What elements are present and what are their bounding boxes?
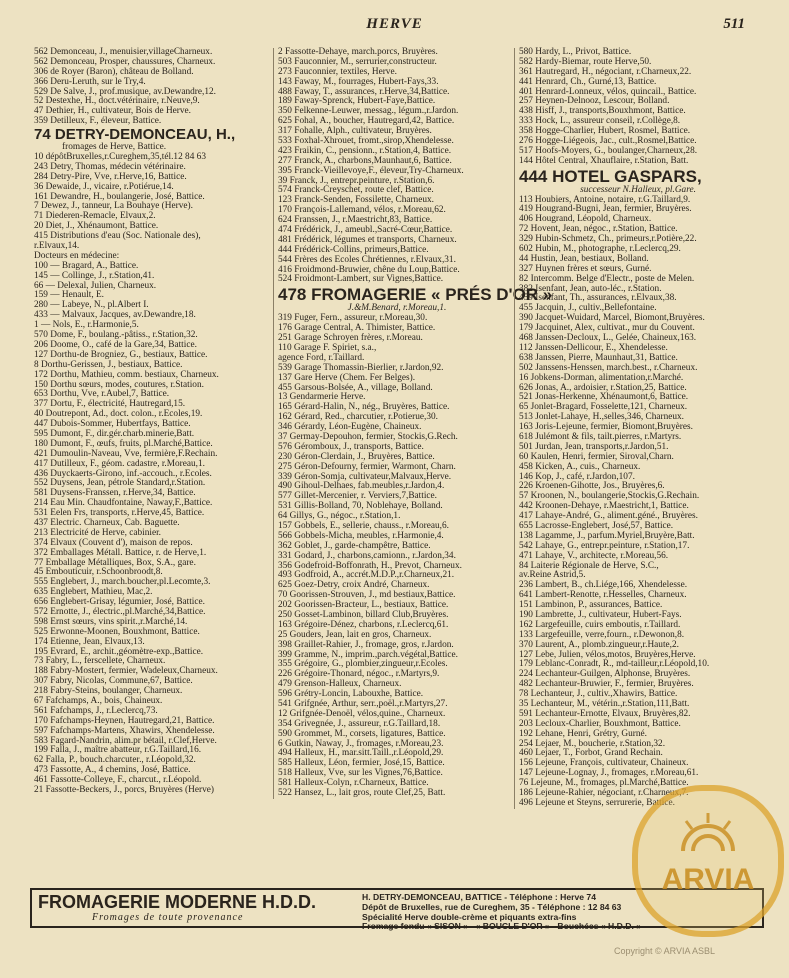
directory-entry: 52 Destexhe, H., doct.vétérinaire, r.Neuve,9. [34,96,200,107]
directory-entry: 490 Gihoul-Delhaes, fab.meubles,r.Jardon,4. [278,481,445,492]
directory-entry: 377 Dortu, F., électricité, Hautregard,15. [34,399,186,410]
directory-entry: 582 Hardy-Biemar, route Herve,50. [519,56,652,67]
directory-entry: 73 Fabry, L., ferscellete, Charneux. [34,656,166,667]
directory-entry: 172 Dorthu, Mathieu, comm. bestiaux, Charneux. [34,369,219,380]
directory-entry: 214 Eau Min. Chaudfontaine, Naway,F.,Battice. [34,498,213,509]
directory-entry: 653 Dorthu, Vve, r.Aubel,7, Battice. [34,389,170,400]
directory-entry: 40 Doutrepont, Ad., doct. colon., r.Ecoles,19. [34,409,203,420]
directory-entry: 574 Franck-Creyschet, route clef, Battice. [278,185,434,196]
directory-entry: 250 Gosset-Lambinon, billard Club,Bruyères. [278,609,449,620]
directory-entry: 329 Hubin-Schmetz, Ch., primeurs,r.Potière,22. [519,234,697,245]
directory-entry: 585 Halleux, Léon, fermier, José,15, Battice. [278,758,445,769]
directory-entry: 590 Grommet, M., corsets, ligatures, Battice. [278,728,446,739]
directory-entry: 359 Detilleux, F., éleveur, Battice. [34,116,162,127]
directory-entry: 162 Gérard, Red., charcutier, r.Potierue,30. [278,412,438,423]
directory-entry: 541 Grifgnée, Arthur, serr.,poël.,r.Martyrs,27. [278,699,448,709]
directory-entry: 192 Lehane, Henri, Grétry, Gurné. [519,728,647,739]
directory-entry: 438 Hisff, J., transports,Bouxhmont, Battice. [519,106,686,117]
directory-entry: 137 Gare Herve (Chem. Fer Belges). [278,372,416,383]
directory-entry: 372 Emballages Métall. Battice, r. de Herve,1. [34,547,207,558]
directory-entry: Docteurs en médecine: [34,250,120,261]
directory-entry: 471 Lahaye, V., architecte, r.Moreau,56. [519,550,669,561]
directory-entry: 481 Frédérick, légumes et transports, Charneux. [278,234,457,245]
directory-entry: 524 Froidmont-Lambert, sur Vignes,Battice. [278,274,444,285]
directory-entry: 460 Lejaer, T., Forbot, Grand Rechain. [519,748,663,759]
directory-entry: 170 François-Lallemand, vélos, r.Moreau,62. [278,205,446,216]
directory-entry: 251 Garage Schroyen frères, r.Moreau. [278,333,423,344]
directory-entry: 482 Lechanteur-Bruwier, F., fermier, Bruyères. [519,679,694,690]
directory-entry: 195 Evrard, E., archit.,géomètre-exp.,Battice. [34,646,204,657]
directory-entry: 618 Julémont & fils, tailt.pierres, r.Martyrs. [519,431,682,442]
directory-entry: 179 Jacquinet, Alex, cultivat., mur du Couvent. [519,323,695,334]
directory-entry: 354 Grivegnée, J., assureur, r.G.Taillard,18. [278,718,441,729]
directory-entry: 350 Felkenne-Leuwer, messag., légum.,r.Jardon. [278,106,459,117]
directory-entry: 517 Hoofs-Moyers, G., boulanger,Charneux,28. [519,145,698,156]
directory-entry: 7 Dewez, J., tanneur, La Bouhaye (Herve). [34,201,193,212]
directory-entry: 635 Englebert, Mathieu, Mac,2. [34,587,153,598]
directory-entry: 503 Fauconnier, M., serrurier,constructeur. [278,56,437,67]
directory-entry: 275 Géron-Defourny, fermier, Warmont, Charn. [278,461,456,472]
directory-entry: 442 Kroonen-Dehaye, r.Maestricht,1, Battice. [519,501,689,512]
directory-entry: 36 Dewaide, J., vicaire, r.Potiérue,14. [34,181,174,192]
directory-entry: 236 Lambert, B., ch.Liége,166, Xhendelesse. [519,580,688,591]
directory-entry: 319 Fuger, Fern., assureur, r.Moreau,30. [278,313,428,324]
directory-entry: 84 Laiterie Régionale de Herve, S.C., [519,560,659,571]
directory-entry: 39 Franck, J., entrepr.peinture, r.Station,6. [278,175,435,186]
directory-entry: 581 Duysens-Franssen, r.Herve,34, Battice. [34,488,196,499]
directory-entry: 401 Henrard-Lonneux, vélos, quincail., Battice. [519,86,697,97]
directory-entry: 65 Jonlet-Bragard, Fosselette,121, Charneux. [519,402,688,413]
directory-entry: 127 Lebe, Julien, vélos,motos, Bruyères,Herve. [519,649,696,660]
directory-entry: 474 Frédérick, J., ameubl.,Sacré-Cœur,Battice. [278,225,453,236]
directory-entry: 64 Gillys, G., négoc., r.Station,1. [278,511,401,522]
directory-entry: 276 Hogge-Liégeois, Jac., cult.,Rosmel,Battice. [519,136,697,147]
directory-entry: 151 Lambinon, P., assurances, Battice. [519,600,663,611]
directory-entry: 179 Leblanc-Conradt, R., md-tailleur,r.Léopold,10. [519,659,710,670]
directory-entry: 133 Largefeuille, verre,fourn., r.Dewonon,8. [519,629,685,640]
arvia-watermark-logo [632,785,784,937]
directory-entry: 602 Hubin, M., photographe, r.Leclercq,29. [519,244,681,255]
directory-entry: 78 Lechanteur, J., cultiv.,Xhawirs, Battice. [519,689,678,700]
page-header [0,16,789,42]
directory-entry: 406 Hougrand, Léopold, Charneux. [519,214,652,225]
directory-entry: 421 Dumoulin-Naveau, Vve, fermière,F.Rechain. [34,448,218,459]
directory-entry: 284 Detry-Pire, Vve, r.Herve,16, Battice. [34,171,187,182]
directory-entry: 655 Lacrosse-Englebert, José,57, Battice. [519,520,674,531]
directory-entry: 123 Franck-Senden, Fossilette, Charneux. [278,195,434,206]
directory-entry: 317 Fohalle, Alph., cultivateur, Bruyères. [278,126,432,137]
directory-entry: 562 Demonceau, Prosper, chaussures, Charneux. [34,56,216,67]
detry-advert-line: 10 dépôtBruxelles,r.Cureghem,35,tél.12 84 63 [34,152,206,163]
directory-entry: 496 Lejeune et Steyns, serrurerie, Battice. [519,797,675,808]
directory-entry: 531 Gillis-Bolland, 70, Noblehaye, Bolland. [278,501,443,512]
footer-line: Fromage fondu « SISON » - « BOUCLE D'OR » - Bouchées « H.D.D. » [362,921,641,932]
directory-entry: 218 Fabry-Steins, boulanger, Charneux. [34,686,183,697]
directory-entry: 77 Emballage Métalliques, Box, S.A., gare. [34,557,196,568]
directory-entry: 20 Diet, J., Xhénaumont, Battice. [34,221,159,232]
directory-entry: 76 Lejeune, M., fromages, pl.Marché,Battice. [519,778,689,789]
hotel-advert-title: 444 HOTEL GASPARS, [519,166,702,186]
directory-entry: 576 Géromboux, J., transports, Battice. [278,441,424,452]
directory-entry: 254 Lejaer, M., boucherie, r.Station,32. [519,738,666,749]
directory-entry: 366 Deru-Leruth, sur le Try,4. [34,76,146,87]
directory-entry: 583 Fagard-Nandrin, alim.pr bétail, r.Clef,Herve. [34,735,217,746]
directory-entry: 596 Grétry-Loncin, Labouxhe, Battice. [278,689,424,700]
page-number: 511 [723,16,745,32]
directory-entry: 542 Lahaye, G., entrepr.peinture, r.Station,17. [519,540,690,551]
directory-entry: 539 Garage Thomassin-Bierlier, r.Jardon,92. [278,362,444,373]
directory-entry: 180 Dumont, F., œufs, fruits, pl.Marché,Battice. [34,438,213,449]
directory-entry: 100 — Bragard, A., Battice. [34,260,139,271]
directory-entry: 243 Detry, Thomas, médecin vétérinaire. [34,161,186,172]
directory-entry: 436 Duyckaerts-Girono, inf.-accouch., r.Ecoles. [34,468,212,479]
detry-advert-line: fromages de Herve, Battice. [62,142,167,153]
directory-entry: 598 Ernst sœurs, vins spirit.,r.Marché,14. [34,616,188,627]
directory-entry: 189 Faway-Sprenck, Hubert-Faye,Battice. [278,96,436,107]
directory-entry: 62 Falla, P., bouch.charcuter., r.Léopold,32. [34,755,196,766]
directory-entry: 561 Fafchamps, J., r.Leclercq,73. [34,705,158,716]
directory-entry: 113 Houbiers, Antoine, notaire, r.G.Taillard,9. [519,194,691,205]
directory-entry: 190 Lambrette, J., cultivateur, Hubert-Fays. [519,609,682,620]
directory-entry: 170 Fafchamps-Heynen, Hautregard,21, Battice. [34,715,215,726]
directory-entry: 333 Hock, L., assureur conseil, r.Collège,8. [519,116,681,127]
directory-entry: 529 De Salve, J., prof.musique, av.Dewandre,12. [34,86,216,97]
directory-entry: 521 Jonas-Herkenne, Xhénaumont,6, Battice. [519,392,689,403]
directory-entry: 552 Duysens, Jean, pétrole Standard,r.Station. [34,478,206,489]
directory-entry: 455 Jacquin, J., cultiv.,Bellefontaine. [519,303,657,314]
directory-entry: 522 Hansez, L., lait gros, route Clef,25, Batt. [278,788,446,799]
directory-entry: 656 Englebert-Grisay, légumier, José, Battice. [34,597,205,608]
fromagerie-advert-line: J.&M.Benard, r.Moreau,1. [347,303,447,314]
watermark-text: ARVIA [661,863,755,896]
directory-entry: 12 Grifgnée-Denoël, vélos,quine., Charneux. [278,708,446,719]
directory-entry: 398 Graillet-Rahier, J., fromage, gros, r.Jardon. [278,639,454,650]
directory-entry: 162 Largefeuille, cuirs emboutis, r.Taillard. [519,619,681,630]
directory-entry: 390 Jacquet-Wuidard, Marcel, Biomont,Bruyères. [519,313,705,324]
directory-entry: 544 Frères des Ecoles Chrétiennes, r.Elvaux,31. [278,254,456,265]
directory-entry: 626 Jonas, A., ardoisier, r.Station,25, Battice. [519,382,687,393]
directory-entry: 415 Distributions d'eau (Soc. Nationale des), [34,231,201,242]
directory-entry: 356 Godefroid-Boffonrath, H., Prevot, Charneux. [278,560,462,571]
directory-entry: 226 Kroenen-Gihotte, Jos., Bruyères,6. [519,481,665,492]
directory-entry: 327 Huynen frères et sœurs, Gurné. [519,263,652,274]
directory-entry: r.Elvaux,14. [34,241,80,252]
directory-entry: 47 Dethier, H., cultivateur, Bois de Herve. [34,106,191,117]
directory-entry: 45 Embouticuir, r.Schoonbroodt,8. [34,567,163,578]
directory-entry: 580 Hardy, L., Privot, Battice. [519,47,632,57]
column-1 [34,48,270,796]
directory-entry: 455 Garsous-Bolsée, A., village, Bolland. [278,382,433,393]
directory-entry: 206 Doome, O., café de la Gare,34, Battice. [34,339,197,350]
footer-title: FROMAGERIE MODERNE H.D.D. [38,892,317,912]
directory-entry: 370 Laurent, A., plomb.zingueur,r.Haute,2. [519,639,679,650]
directory-entry: 144 Hôtel Central, Xhauflaire, r.Station, Batt. [519,155,689,166]
directory-entry: 591 Lechanteur-Ernotte, Elvaux, Bruyères,82. [519,708,691,719]
directory-entry: 346 Gérardy, Léon-Eugène, Chaineux. [278,422,422,433]
hotel-advert-line: successeur N.Halleux, pl.Gare. [580,184,696,195]
directory-entry: 488 Faway, T., assurances, r.Herve,34,Battice. [278,86,450,97]
directory-entry: 518 Halleux, Vve, sur les Vignes,76,Battice. [278,768,443,779]
directory-entry: 203 Lecloux-Charlier, Bouxhmont, Battice. [519,718,681,729]
directory-entry: 146 Kop, J., café, r.Jardon,107. [519,471,635,482]
directory-entry: 71 Diederen-Remacle, Elvaux,2. [34,211,156,222]
directory-entry: 156 Lejeune, François, cultivateur, Chaineux. [519,758,689,769]
directory-entry: 306 de Royer (Baron), château de Bolland. [34,66,194,77]
directory-entry: 570 Dome, F., boulang.-pâtiss., r.Station,32. [34,330,198,341]
directory-entry: 625 Goez-Detry, croix André, Charneux. [278,580,430,591]
directory-entry: 224 Lechanteur-Guilgen, Alphonse, Bruyères. [519,669,691,680]
directory-entry: 566 Gobbels-Micha, meubles, r.Harmonie,4. [278,530,444,541]
directory-entry: 21 Fassotte-Beckers, J., porcs, Bruyères (Herve) [34,785,214,796]
directory-entry: 57 Kroonen, N., boulangerie,Stockis,G.Rechain. [519,491,700,502]
directory-entry: 226 Grégoire-Thonard, négoc., r.Martyrs,9. [278,669,440,680]
directory-entry: 82 Intercomm. Belge d'Electr., poste de Melen. [519,273,695,284]
directory-entry: 163 Joris-Lejeune, fermier, Biomont,Bruyères. [519,422,693,433]
directory-entry: 441 Henrard, Ch., Gurné,13, Battice. [519,76,657,87]
directory-entry: 423 Fraikin, C., pensionn., r.Station,4, Battice. [278,145,452,156]
directory-entry: 641 Lambert-Renotte, r.Hesselles, Charneux. [519,590,687,601]
footer-subtitle: Fromages de toute provenance [92,912,244,923]
directory-entry: 374 Elvaux (Couvent d'), maison de repos. [34,537,193,548]
directory-entry: 533 Foxhal-Xhrouet, fromt.,sirop,Xhendelesse. [278,136,454,147]
directory-entry: 458 Kicken, A., cuis., Charneux. [519,461,641,472]
directory-entry: 37 Germay-Depouhon, fermier, Stockis,G.Rech. [278,431,458,442]
directory-entry: 127 Dorthu-de Brogniez, G., bestiaux, Battice. [34,349,208,360]
directory-entry: 112 Janssen-Dellicour, E., Xhendelesse. [519,342,668,353]
directory-entry: 273 Fauconnier, textiles, Herve. [278,66,397,77]
directory-entry: 174 Etienne, Jean, Elvaux,13. [34,636,145,647]
directory-entry: 595 Dumont, F., dir.gér.charb.minerie,Batt. [34,428,195,439]
directory-entry: 577 Gillet-Mercenier, r. Verviers,7,Battice. [278,491,437,502]
directory-entry: 339 Géron-Somja, cultivateur,Malvaux,Herve. [278,471,452,482]
directory-entry: 562 Demonceau, J., menuisier,villageCharneux. [34,47,213,57]
directory-entry: 597 Fafchamps-Martens, Xhawirs, Xhendelesse. [34,725,215,736]
directory-entry: 395 Franck-Vieillevoye,F., éleveur,Try-Charneux. [278,165,464,176]
directory-entry: 35 Lechanteur, M., vétérin.,r.Station,111,Batt. [519,699,690,709]
directory-entry: 176 Garage Central, A. Thimister, Battice. [278,323,436,334]
directory-entry: 468 Janssen-Decloux, L., Gelée, Chaineux,163. [519,333,697,344]
directory-entry: 501 Jurdan, Jean, transports,r.Jardon,51. [519,441,669,452]
directory-entry: 417 Lahaye-André, G., aliment.géné., Bruyères. [519,511,698,522]
footer-details [362,893,641,932]
directory-entry: 399 Gramme, N., imprim.,parch.végétal,Battice. [278,649,458,660]
footer-line: Spécialité Herve double-crème et piquants extra-fins [362,911,577,922]
directory-entry: 159 — Henault, E. [34,290,104,301]
directory-entry: 199 Falla, J., maître abatteur, r.G.Taillard,16. [34,745,202,756]
directory-entry: 13 Gendarmerie Herve. [278,392,366,403]
directory-entry: 145 — Collinge, J., r.Station,41. [34,270,155,281]
directory-entry: 417 Dutilleux, F., géom. cadastre, r.Moreau,1. [34,458,205,469]
directory-entry: 277 Franck, A., charbons,Maunhaut,6, Battice. [278,155,452,166]
page-title: HERVE [366,16,423,32]
directory-entry: 44 Hustin, Jean, bestiaux, Bolland. [519,253,649,264]
directory-entry: 502 Janssens-Henssen, march.best., r.Charneux. [519,362,698,373]
directory-entry: 147 Lejeune-Lognay, J., fromages, r.Moreau,61. [519,768,699,779]
directory-entry: 157 Gobbels, E., sellerie, chauss., r.Moreau,6. [278,520,449,531]
directory-entry: 513 Jonlet-Lahaye, H.,selles,346, Charneux. [519,412,684,423]
directory-entry: 8 Dorthu-Gerissen, J., bestiaux, Battice. [34,359,183,370]
directory-entry: 186 Lejeune-Rahier, négociant, r.Charneux,7. [519,788,689,799]
directory-entry: 493 Godfroid, A., accrét.M.D.P.,r.Charneux,21. [278,570,455,581]
directory-entry: 473 Fassotte, A., 4 chemins, José, Battice. [34,765,191,776]
directory-entry: 494 Halleux, H., mar.sitt.Taill.,r.Léopold,29. [278,748,444,759]
directory-entry: 416 Froidmond-Bruwier, chêne du Loup,Battice. [278,264,460,275]
directory-entry: 188 Fabry-Mostert, fermier, Wadeleux,Charneux. [34,666,218,677]
directory-entry: 6 Gutkin, Naway, J., fromages, r.Moreau,23. [278,738,444,749]
directory-entry: 525 Erwonne-Moonen, Bouxhmont, Battice. [34,626,200,637]
directory-entry: 624 Franssen, J., r.Maestricht,83, Battice. [278,215,433,226]
directory-entry: 361 Hautregard, H., négociant, r.Charneux,22. [519,66,692,77]
directory-entry: 531 Eelen Frs, transports, r.Herve,45, Battice. [34,508,205,519]
directory-entry: 1 — Nols, E., r.Harmonie,5. [34,320,139,331]
copyright-text: Copyright © ARVIA ASBL [614,946,716,956]
directory-entry: 72 Hovent, Jean, négoc., r.Station, Battice. [519,224,678,235]
directory-entry: 2 Fassotte-Dehaye, march.porcs, Bruyères. [278,47,438,57]
directory-entry: 419 Hougrand-Bugni, Jean, fermier, Bruyères. [519,204,692,215]
directory-entry: 479 Grenson-Halleux, Charneux. [278,679,402,690]
directory-entry: 163 Grégoire-Dénez, charbons, r.Leclercq,61. [278,619,449,630]
directory-entry: 437 Electric. Charneux, Cab. Baguette. [34,517,180,528]
column-3 [514,48,757,809]
detry-advert-title: 74 DETRY-DEMONCEAU, H., [34,126,236,144]
directory-entry: 447 Dubois-Sommer, Hubertfays, Battice. [34,419,191,430]
directory-entry: 572 Ernotte, J., électric.,pl.Marché,34,Battice. [34,606,206,617]
fromagerie-advert-title: 478 FROMAGERIE « PRÉS D'OR » [278,285,553,305]
directory-entry: 433 — Malvaux, Jacques, av.Dewandre,18. [34,310,196,321]
directory-entry: 459 Isenfant, Th., assurances, r.Elvaux,38. [519,293,677,304]
directory-entry: 382 Isenfant, Jean, auto-léc., r.Station. [519,283,662,294]
directory-entry: 60 Kaulen, Henri, fermier, Siroval,Charn. [519,451,674,462]
directory-entry: 213 Electricité de Herve, cabinier. [34,527,161,538]
directory-entry: 280 — Labeye, N., pl.Albert I. [34,300,149,311]
directory-entry: 66 — Delexal, Julien, Charneux. [34,280,157,291]
directory-entry: 143 Faway, M., fourrages, Hubert-Fays,33. [278,76,439,87]
directory-entry: agence Ford, r.Taillard. [278,352,365,363]
directory-entry: 362 Goblet, J., garde-champêtre, Battice. [278,540,431,551]
directory-entry: 444 Frédérick-Collins, primeurs,Battice. [278,244,429,255]
directory-entry: 110 Garage F. Spiriet, s.a., [278,342,377,353]
directory-entry: 331 Godard, J., charbons,camionn., r.Jardon,34. [278,550,456,561]
directory-entry: 230 Géron-Clerdain, J., Bruyères, Battice. [278,451,435,462]
directory-entry: 307 Fabry, Nicolas, Commune,67, Battice. [34,676,193,687]
directory-entry: 25 Gouders, Jean, lait en gros, Charneux. [278,629,432,640]
directory-entry: 638 Janssen, Pierre, Maunhaut,31, Battice. [519,352,678,363]
directory-entry: 150 Dorthu sœurs, modes, coutures, r.Station. [34,379,204,390]
directory-entry: 355 Grégoire, G., plombier,zingueur,r.Ecoles. [278,659,448,670]
directory-entry: 138 Lagamme, J., parfum.Myriel,Bruyère,Batt. [519,530,695,541]
directory-entry: 202 Goorissen-Bracteur, L., bestiaux, Battice. [278,600,449,611]
directory-entry: 461 Fassotte-Colleye, F., charcut., r.Léopold. [34,775,202,786]
sun-icon [678,813,738,853]
directory-entry: 70 Goorissen-Strouven, J., md bestiaux,Battice. [278,590,456,601]
directory-entry: 67 Fafchamps, A., bois, Chaineux. [34,696,163,706]
directory-entry: 16 Jobkens-Dorman, alimentation,r.Marché. [519,372,684,383]
footer-line: H. DETRY-DEMONCEAU, BATTICE - Téléphone : Herve 74 [362,892,596,902]
directory-entry: 555 Englebert, J., march.boucher,pl.Lecomte,3. [34,577,211,588]
directory-entry: 581 Halleux-Colyn, r.Charneux, Battice. [278,778,429,789]
directory-entry: 257 Heynen-Delnooz, Lescour, Bolland. [519,96,670,107]
directory-entry: av.Reine Astrid,5. [519,570,586,581]
directory-entry: 165 Gérard-Halin, N., nég., Bruyères, Battice. [278,402,450,413]
footer-line: Dépôt de Bruxelles, rue de Cureghem, 35 - Téléphone : 12 84 63 [362,901,622,912]
directory-entry: 161 Dewandre, H., boulangerie, José, Battice. [34,191,205,202]
directory-entry: 625 Fohal, A., boucher, Hautregard,42, Battice. [278,116,455,127]
directory-entry: 358 Hogge-Charlier, Hubert, Rosmel, Battice. [519,126,691,137]
